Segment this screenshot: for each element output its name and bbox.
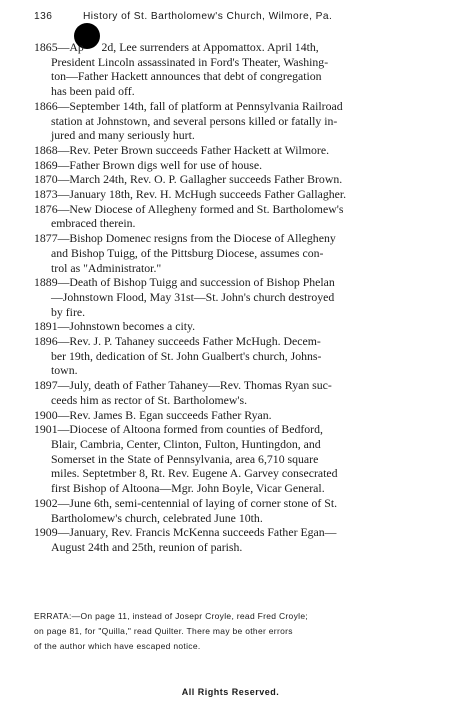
chronology-entry-1868 — [34, 143, 444, 158]
chronology-entry-1909 — [34, 525, 444, 554]
entry-text: 1868—Rev. Peter Brown succeeds Father Hackett at Wilmore. — [34, 142, 330, 157]
entry-text: 1869—Father Brown digs well for use of house. — [34, 157, 263, 172]
chronology-entry-1876 — [34, 202, 444, 231]
chronology-entry-1889 — [34, 275, 444, 319]
chronology-entry-1896 — [34, 334, 444, 378]
entry-text: 1889—Death of Bishop Tuigg and succession of Bishop Phelan —Johnstown Flood, May 31st—St. John's church destroyed by fire. — [34, 275, 335, 319]
chronology-entry-1870 — [34, 172, 444, 187]
entry-text: 1902—June 6th, semi-centennial of laying of corner stone of St. Bartholomew's church, celebrated June 10th. — [34, 495, 338, 525]
page-number: 136 — [34, 11, 53, 22]
entry-text: 1870—March 24th, Rev. O. P. Gallagher succeeds Father Brown. — [34, 172, 343, 187]
chronology-entry-1865 — [34, 40, 444, 99]
errata-note: ERRATA:—On page 11, instead of Josepr Croyle, read Fred Croyle; on page 81, for "Quilla," read Quilter. There may be other errors of the author which have escaped notice. — [34, 611, 309, 651]
chronology-entry-1869 — [34, 158, 444, 173]
chronology-entry-1866 — [34, 99, 444, 143]
entry-text: 1901—Diocese of Altoona formed from counties of Bedford, Blair, Cambria, Center, Clinton, Fulton, Huntingdon, and Somerset in the State of Pennsylvania, area 6,710 square miles. Septetmber 8, Rt. Rev. Eugene A. Garvey consecrated first Bishop of Altoona—Mgr. John Boyle, Vicar General. — [34, 422, 338, 496]
chronology-entry-1900 — [34, 408, 444, 423]
chronology-entry-1902 — [34, 496, 444, 525]
entry-text: 1877—Bishop Domenec resigns from the Diocese of Allegheny and Bishop Tuigg, of the Pittsburg Diocese, assumes con- trol as "Administrator." — [34, 231, 336, 275]
entry-text: 1900—Rev. James B. Egan succeeds Father Ryan. — [34, 407, 272, 422]
chronology-entry-1901 — [34, 422, 444, 496]
entry-text: 1866—September 14th, fall of platform at Pennsylvania Railroad station at Johnstown, and several persons killed or fatally in- jured and many seriously hurt. — [34, 98, 343, 143]
entry-text: 1891—Johnstown becomes a city. — [34, 319, 196, 334]
running-title: History of St. Bartholomew's Church, Wilmore, Pa. — [83, 11, 333, 22]
entry-text: 1873—January 18th, Rev. H. McHugh succeeds Father Gallagher. — [34, 187, 347, 202]
entry-text: 1876—New Diocese of Allegheny formed and St. Bartholomew's embraced therein. — [34, 201, 344, 231]
chronology-list — [34, 40, 444, 555]
entry-text: 1897—July, death of Father Tahaney—Rev. Thomas Ryan suc- ceeds him as rector of St. Bartholomew's. — [34, 378, 332, 407]
all-rights-reserved: All Rights Reserved. — [181, 687, 280, 697]
chronology-entry-1891 — [34, 319, 444, 334]
chronology-entry-1897 — [34, 378, 444, 407]
entry-text: 1865—Ap 2d, Lee surrenders at Appomattox. April 14th, President Lincoln assassinated in Ford's Theater, Washing- ton—Father Hackett announces that debt of congregation has been paid off. — [34, 40, 329, 99]
entry-text: 1896—Rev. J. P. Tahaney succeeds Father McHugh. Decem- ber 19th, dedication of St. John Gualbert's church, Johns- town. — [34, 334, 322, 378]
chronology-entry-1873 — [34, 187, 444, 202]
chronology-entry-1877 — [34, 231, 444, 275]
entry-text: 1909—January, Rev. Francis McKenna succeeds Father Egan— August 24th and 25th, reunion of parish. — [34, 525, 337, 554]
